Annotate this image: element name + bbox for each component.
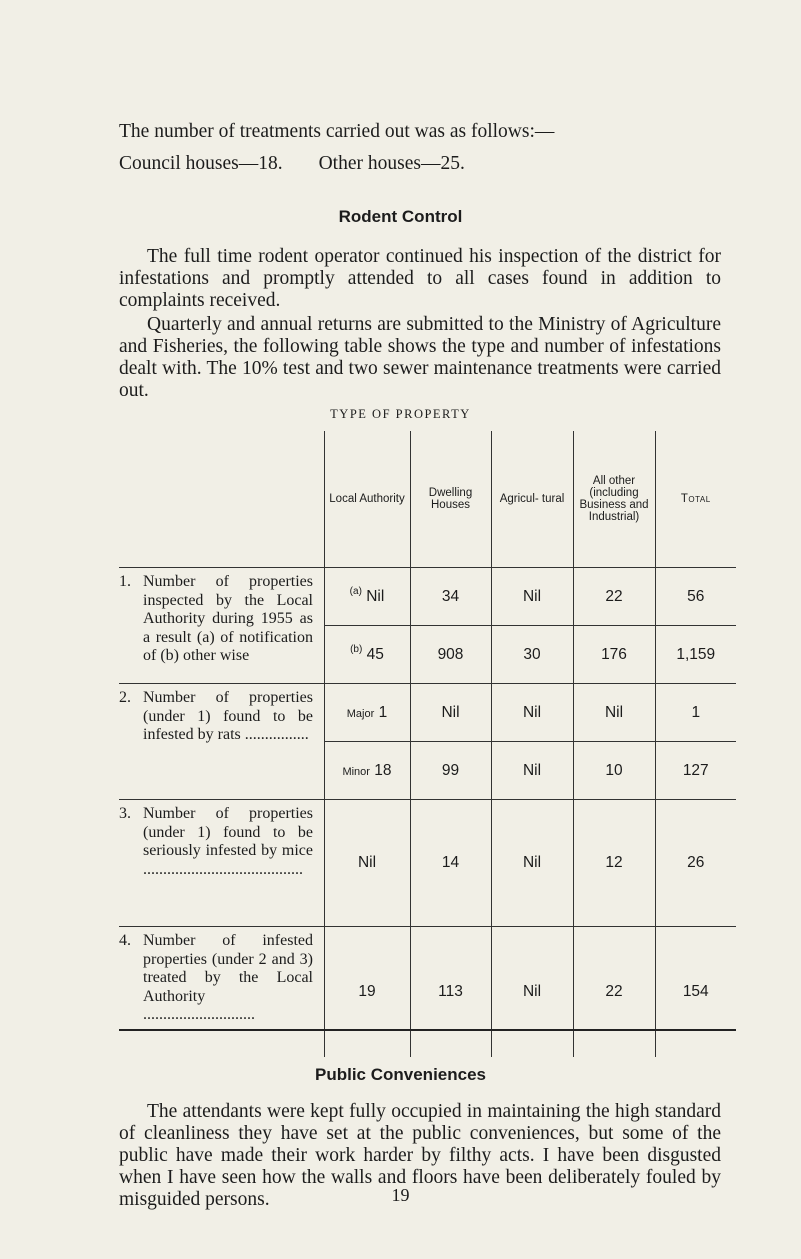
cell-2-minor-la: Minor 18	[324, 742, 410, 800]
header-local-authority: Local Authority	[324, 431, 410, 568]
cell-2-minor-other: 10	[573, 742, 655, 800]
row-1-label: 1. Number of properties inspected by the Local Authority during 1955 as a result (a) of notification of (b) other wise	[119, 568, 324, 684]
cell-3-total: 26	[655, 800, 736, 927]
cell-2-major-agricultural: Nil	[491, 684, 573, 742]
cell-1a-dwelling: 34	[410, 568, 491, 626]
rodent-para-2: Quarterly and annual returns are submitted to the Ministry of Agriculture and Fisheries, the following table shows the type and number of infestations dealt with. The 10% test and two sewer maintenance treatments were carried out.	[119, 314, 721, 401]
cell-4-dwelling: 113	[410, 927, 491, 1058]
cell-1b-other: 176	[573, 626, 655, 684]
header-total: Total	[655, 431, 736, 568]
cell-4-total: 154	[655, 927, 736, 1058]
intro-line-1: The number of treatments carried out was as follows:—	[119, 121, 555, 142]
table-row	[119, 568, 736, 626]
cell-4-la: 19	[324, 927, 410, 1058]
header-dwelling-houses: Dwelling Houses	[410, 431, 491, 568]
cell-2-minor-total: 127	[655, 742, 736, 800]
cell-3-other: 12	[573, 800, 655, 927]
table-caption: TYPE OF PROPERTY	[330, 407, 471, 421]
cell-2-major-dwelling: Nil	[410, 684, 491, 742]
cell-2-minor-dwelling: 99	[410, 742, 491, 800]
cell-2-major-la: Major 1	[324, 684, 410, 742]
cell-3-la: Nil	[324, 800, 410, 927]
table-row	[119, 927, 736, 1058]
rodent-para-1: The full time rodent operator continued his inspection of the district for infestations and promptly attended to all cases found in addition to complaints received.	[119, 246, 721, 311]
row-4-label: 4. Number of infested properties (under 2 and 3) treated by the Local Authority ............................	[119, 932, 313, 1023]
header-agricultural: Agricul- tural	[491, 431, 573, 568]
cell-1a-agricultural: Nil	[491, 568, 573, 626]
table-row	[119, 684, 736, 742]
cell-1b-total: 1,159	[655, 626, 736, 684]
council-houses-count: Council houses—18.	[119, 153, 283, 174]
other-houses-count: Other houses—25.	[318, 153, 465, 174]
cell-3-agricultural: Nil	[491, 800, 573, 927]
row-3-label: 3. Number of properties (under 1) found to be seriously infested by mice ........................................	[119, 800, 324, 927]
table-header-row	[119, 431, 736, 568]
cell-4-agricultural: Nil	[491, 927, 573, 1058]
cell-3-dwelling: 14	[410, 800, 491, 927]
cell-1b-dwelling: 908	[410, 626, 491, 684]
intro-line-2	[119, 153, 465, 175]
rodent-table	[119, 431, 736, 1057]
cell-1a-la: $^{(a)}$ Nil	[324, 568, 410, 626]
cell-2-minor-agricultural: Nil	[491, 742, 573, 800]
cell-2-major-other: Nil	[573, 684, 655, 742]
cell-4-other: 22	[573, 927, 655, 1058]
header-all-other: All other (including Business and Industrial)	[573, 431, 655, 568]
cell-2-major-total: 1	[655, 684, 736, 742]
rodent-control-heading: Rodent Control	[338, 207, 463, 226]
cell-1b-agricultural: 30	[491, 626, 573, 684]
page-number: 19	[391, 1185, 410, 1205]
row-2-label: 2. Number of properties (under 1) found to be infested by rats ................	[119, 684, 324, 800]
cell-1a-total: 56	[655, 568, 736, 626]
cell-1b-la: $^{(b)}$ 45	[324, 626, 410, 684]
table-row	[119, 800, 736, 927]
header-blank	[119, 431, 324, 568]
cell-1a-other: 22	[573, 568, 655, 626]
public-conveniences-para: The attendants were kept fully occupied in maintaining the high standard of cleanliness they have set at the public conveniences, but some of the public have made their work harder by filthy acts. I have been disgusted when I have seen how the walls and floors have been deliberately fouled by misguided persons.	[119, 1101, 721, 1210]
public-conveniences-heading: Public Conveniences	[315, 1065, 486, 1084]
table-bottom-rule	[119, 1029, 736, 1031]
